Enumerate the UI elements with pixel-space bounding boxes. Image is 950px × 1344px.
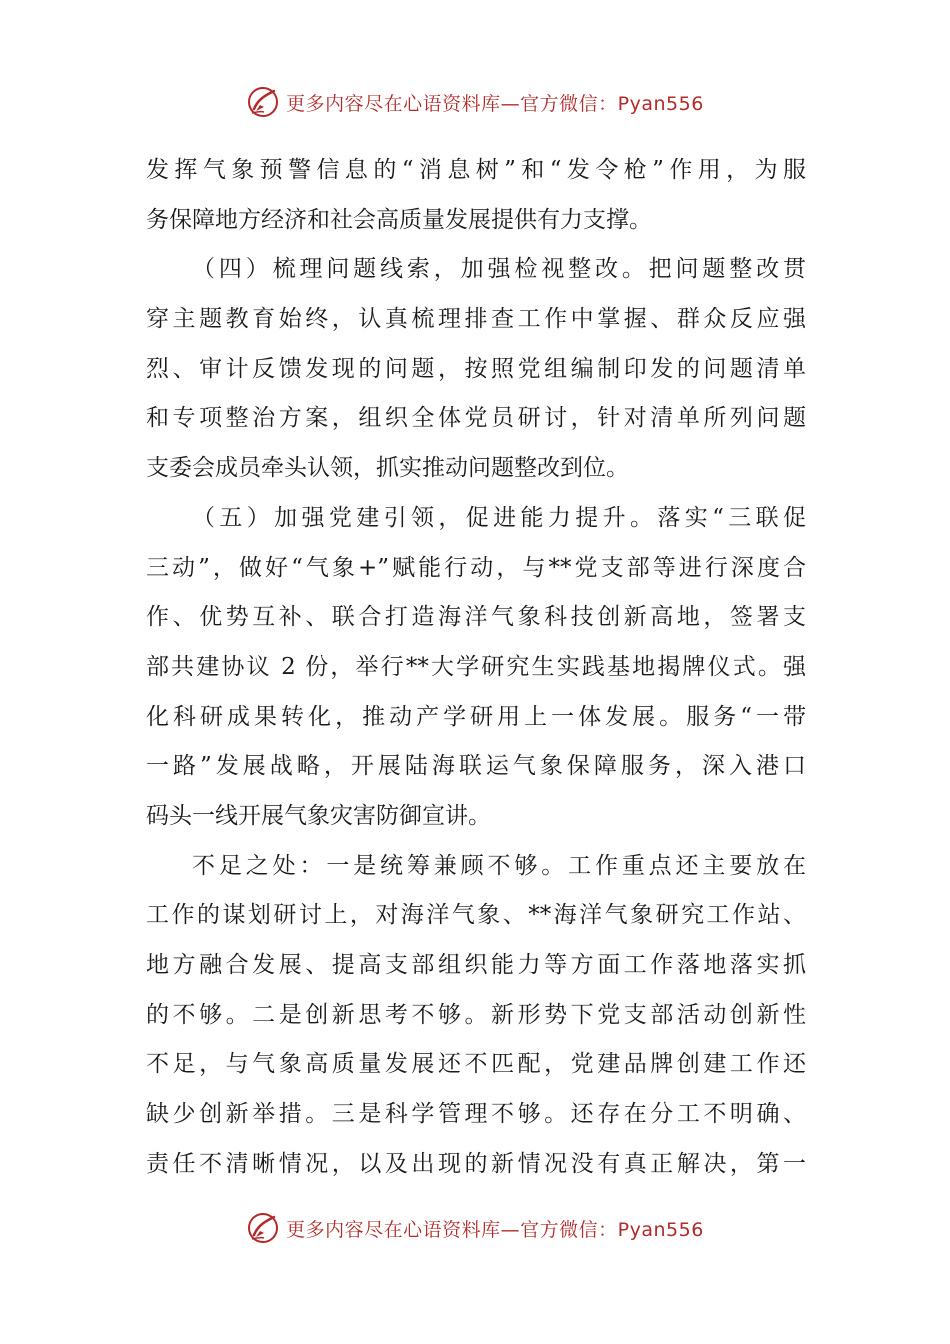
paragraph-line: 烈、审计反馈发现的问题，按照党组编制印发的问题清单 bbox=[146, 355, 806, 382]
paragraph-line: 不足之处：一是统筹兼顾不够。工作重点还主要放在 bbox=[192, 852, 806, 879]
paragraph-line: 地方融合发展、提高支部组织能力等方面工作落地落实抓 bbox=[146, 952, 806, 978]
paragraph-line: 缺少创新举措。三是科学管理不够。还存在分工不明确、 bbox=[146, 1101, 806, 1128]
paragraph-line: 穿主题教育始终，认真梳理排查工作中掌握、群众反应强 bbox=[146, 306, 806, 333]
paragraph-line: 作、优势互补、联合打造海洋气象科技创新高地，签署支 bbox=[146, 604, 806, 631]
paragraph-line: 一路”发展战略，开展陆海联运气象保障服务，深入港口 bbox=[146, 753, 806, 780]
pen-logo-icon bbox=[246, 85, 280, 119]
paragraph-line: 码头一线开展气象灾害防御宣讲。 bbox=[146, 802, 491, 829]
paragraph-line: （四）梳理问题线索，加强检视整改。把问题整改贯 bbox=[192, 256, 806, 283]
footer-banner-text: 更多内容尽在心语资料库—官方微信：Pyan556 bbox=[286, 1218, 704, 1241]
paragraph-line: 责任不清晰情况，以及出现的新情况没有真正解决，第一 bbox=[146, 1150, 806, 1177]
paragraph-line: 不足，与气象高质量发展还不匹配，党建品牌创建工作还 bbox=[146, 1051, 806, 1078]
document-body bbox=[146, 146, 806, 1189]
header-banner bbox=[0, 82, 950, 122]
paragraph-line: 的不够。二是创新思考不够。新形势下党支部活动创新性 bbox=[146, 1001, 806, 1028]
paragraph-line: 化科研成果转化，推动产学研用上一体发展。服务“一带 bbox=[146, 703, 806, 730]
paragraph-line: 支委会成员牵头认领，抓实推动问题整改到位。 bbox=[146, 455, 629, 482]
header-banner-text: 更多内容尽在心语资料库—官方微信：Pyan556 bbox=[286, 92, 704, 115]
paragraph-line: 工作的谋划研讨上，对海洋气象、**海洋气象研究工作站、 bbox=[146, 902, 806, 929]
paragraph-line: 务保障地方经济和社会高质量发展提供有力支撑。 bbox=[146, 206, 652, 233]
pen-logo-icon bbox=[246, 1211, 280, 1245]
paragraph-line: 和专项整治方案，组织全体党员研讨，针对清单所列问题 bbox=[146, 405, 806, 432]
footer-banner bbox=[0, 1208, 950, 1248]
paragraph-line: 部共建协议 2 份，举行**大学研究生实践基地揭牌仪式。强 bbox=[146, 653, 806, 680]
paragraph-line: 发挥气象预警信息的“消息树”和“发令枪”作用，为服 bbox=[146, 157, 806, 183]
paragraph-line: （五）加强党建引领，促进能力提升。落实“三联促 bbox=[192, 504, 806, 531]
paragraph-line: 三动”，做好“气象+”赋能行动，与**党支部等进行深度合 bbox=[146, 554, 806, 581]
